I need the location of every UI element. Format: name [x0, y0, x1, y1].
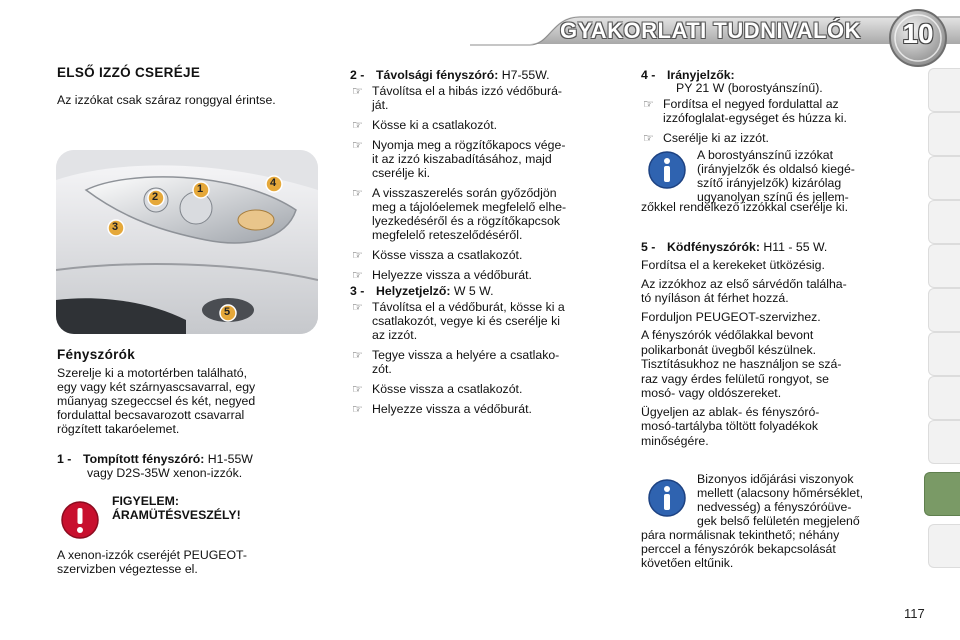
bullet-hand-icon: ☞: [352, 248, 363, 262]
text-line: Kösse vissza a csatlakozót.: [372, 248, 523, 262]
text-line: Távolítsa el a védőburát, kösse ki a: [372, 300, 565, 314]
car-front-photo: [56, 150, 318, 334]
callout-2: 2: [152, 191, 159, 203]
text-line: minőségére.: [641, 433, 709, 448]
chapter-tab[interactable]: [928, 156, 960, 200]
item-number: 3 -: [350, 284, 365, 298]
callout-5: 5: [224, 306, 231, 318]
text-line: Helyezze vissza a védőburát.: [372, 268, 532, 282]
item-number: 2 -: [350, 68, 365, 82]
warning-subtitle: ÁRAMÜTÉSVESZÉLY!: [112, 508, 241, 522]
info-note-1: [697, 148, 902, 204]
item-label: Helyzetjelző:: [376, 284, 451, 298]
bullet-hand-icon: ☞: [352, 268, 363, 282]
item-value: H1-55W: [204, 452, 253, 466]
item-3: [350, 284, 494, 298]
bullet-hand-icon: ☞: [352, 138, 363, 152]
text-line: mellett (alacsony hőmérséklet,: [697, 486, 864, 500]
text-line: perccel a fényszórók bekapcsolását: [641, 542, 836, 556]
text-line: Fordítsa el negyed fordulattal az: [663, 97, 839, 111]
item-1-line2: vagy D2S-35W xenon-izzók.: [87, 466, 243, 480]
fog-text: [641, 258, 903, 448]
info-note-2-rest: [641, 528, 903, 570]
item-2: [350, 68, 550, 82]
text-line: Az izzókhoz az első sárvédőn találha-: [641, 276, 847, 291]
step-text: [372, 248, 612, 262]
text-line: Cserélje ki az izzót.: [663, 131, 769, 145]
item-1: [57, 452, 253, 466]
chapter-tab[interactable]: [928, 288, 960, 332]
item-label: Ködfényszórók:: [667, 240, 760, 254]
section-heading: ELSŐ IZZÓ CSERÉJE: [57, 65, 201, 80]
text-line: raz vagy érdes felületű rongyot, se: [641, 371, 829, 386]
text-line: Nyomja meg a rögzítőkapocs vége-: [372, 138, 566, 152]
headlamps-heading: Fényszórók: [57, 347, 136, 362]
info-icon: [647, 150, 687, 190]
bullet-hand-icon: ☞: [352, 118, 363, 132]
callout-3: 3: [112, 221, 119, 233]
chapter-tab[interactable]: [928, 524, 960, 568]
item-value: H11 - 55 W.: [759, 240, 828, 254]
chapter-tabs: [928, 68, 960, 588]
xenon-text: [57, 548, 319, 576]
text-line: it az izzó kiszabadításához, majd: [372, 152, 552, 166]
step-text: [372, 382, 612, 396]
step-text: [372, 138, 612, 180]
text-line: A fényszórók védőlakkal bevont: [641, 328, 814, 342]
step-text: [372, 300, 612, 342]
chapter-tab[interactable]: [928, 200, 960, 244]
bullet-hand-icon: ☞: [352, 348, 363, 362]
text-line: nedvesség) a fényszóróüve-: [697, 500, 852, 514]
callout-4: 4: [270, 177, 277, 189]
text-line: cserélje ki.: [372, 166, 431, 180]
text-line: Szerelje ki a motortérben található,: [57, 366, 248, 380]
text-line: ját.: [372, 98, 389, 112]
bullet-hand-icon: ☞: [352, 300, 363, 314]
text-line: rögzített takaróelemet.: [57, 422, 180, 436]
text-line: Távolítsa el a hibás izzó védőburá-: [372, 84, 563, 98]
text-line: szítő irányjelzők) kizárólag: [697, 176, 842, 190]
chapter-number: 10: [902, 18, 934, 49]
item-number: 1 -: [57, 452, 72, 466]
item-label: Távolsági fényszóró:: [376, 68, 499, 82]
info-note-2: [697, 472, 902, 528]
bullet-hand-icon: ☞: [643, 131, 654, 145]
text-line: Kösse ki a csatlakozót.: [372, 118, 498, 132]
item-4: [641, 68, 735, 82]
item-value: H7-55W.: [498, 68, 550, 82]
bullet-hand-icon: ☞: [352, 402, 363, 416]
warning-icon: [60, 500, 100, 540]
item-4-line2: PY 21 W (borostyánszínű).: [676, 81, 823, 95]
headlamps-text: [57, 366, 319, 436]
text-line: Fordítsa el a kerekeket ütközésig.: [641, 258, 825, 272]
text-line: Tisztításukhoz ne használjon se szá-: [641, 357, 842, 371]
item-value: W 5 W.: [450, 284, 494, 298]
text-line: A visszaszerelés során győződjön: [372, 186, 557, 200]
chapter-tab[interactable]: [928, 244, 960, 288]
item-label: Tompított fényszóró:: [83, 452, 205, 466]
step-text: [372, 186, 612, 242]
text-line: Ügyeljen az ablak- és fényszóró-: [641, 404, 820, 419]
bullet-hand-icon: ☞: [352, 382, 363, 396]
item-label: Irányjelzők:: [667, 68, 735, 82]
step-text: [663, 97, 903, 125]
item-number: 5 -: [641, 240, 656, 254]
bullet-hand-icon: ☞: [352, 186, 363, 200]
text-line: Tegye vissza a helyére a csatlako-: [372, 348, 560, 362]
text-line: A xenon-izzók cseréjét PEUGEOT-: [57, 548, 247, 562]
text-line: egy vagy két szárnyascsavarral, egy: [57, 380, 256, 394]
step-text: [372, 84, 612, 112]
text-line: A borostyánszínű izzókat: [697, 148, 834, 162]
info-note-1-last: zőkkel rendelkező izzókkal cserélje ki.: [641, 200, 849, 214]
step-text: [663, 131, 903, 145]
chapter-tab[interactable]: [928, 112, 960, 156]
item-5: [641, 240, 827, 254]
page-number: 117: [904, 606, 925, 621]
text-line: Helyezze vissza a védőburát.: [372, 402, 532, 416]
info-icon: [647, 478, 687, 518]
bullet-hand-icon: ☞: [643, 97, 654, 111]
text-line: (irányjelzők és oldalsó kiegé-: [697, 162, 855, 176]
item-number: 4 -: [641, 68, 656, 82]
chapter-tab-active[interactable]: [924, 472, 960, 516]
text-line: mosó-tartályba töltött folyadékok: [641, 419, 819, 433]
text-line: műanyag szegeccsel és két, negyed: [57, 394, 256, 408]
text-line: Forduljon PEUGEOT-szervizhez.: [641, 309, 821, 324]
chapter-title: GYAKORLATI TUDNIVALÓK: [560, 18, 861, 43]
text-line: megfelelő reteszelődéséről.: [372, 228, 523, 242]
intro-text: Az izzókat csak száraz ronggyal érintse.: [57, 93, 276, 107]
bullet-hand-icon: ☞: [352, 84, 363, 98]
text-line: zót.: [372, 362, 392, 376]
text-line: gek belső felületén megjelenő: [697, 514, 860, 528]
text-line: meg a tájolóelemek megfelelő elhe-: [372, 200, 567, 214]
callout-markers: [56, 150, 318, 334]
text-line: Bizonyos időjárási viszonyok: [697, 472, 854, 486]
text-line: ugyanolyan színű és jellem-: [697, 190, 849, 204]
text-line: polikarbonát üvegből készülnek.: [641, 342, 817, 357]
warning-title: FIGYELEM:: [112, 494, 179, 508]
text-line: követően eltűnik.: [641, 556, 734, 570]
chapter-tab[interactable]: [928, 376, 960, 420]
chapter-tab[interactable]: [928, 420, 960, 464]
text-line: csatlakozót, vegye ki és cserélje ki: [372, 314, 560, 328]
step-text: [372, 268, 612, 282]
text-line: lyezkedéséről és a rögzítőkapcsok: [372, 214, 560, 228]
text-line: fordulattal becsavarozott csavarral: [57, 408, 245, 422]
text-line: izzófoglalat-egységet és húzza ki.: [663, 111, 847, 125]
step-text: [372, 402, 612, 416]
chapter-tab[interactable]: [928, 332, 960, 376]
text-line: pára normálisnak tekinthető; néhány: [641, 528, 840, 542]
text-line: mosó- vagy oldószereket.: [641, 386, 782, 400]
text-line: az izzót.: [372, 328, 418, 342]
text-line: Kösse vissza a csatlakozót.: [372, 382, 523, 396]
text-line: tó nyíláson át férhet hozzá.: [641, 291, 789, 305]
step-text: [372, 118, 612, 132]
chapter-tab[interactable]: [928, 68, 960, 112]
text-line: szervizben végeztesse el.: [57, 562, 198, 576]
step-text: [372, 348, 612, 376]
callout-1: 1: [197, 183, 204, 195]
